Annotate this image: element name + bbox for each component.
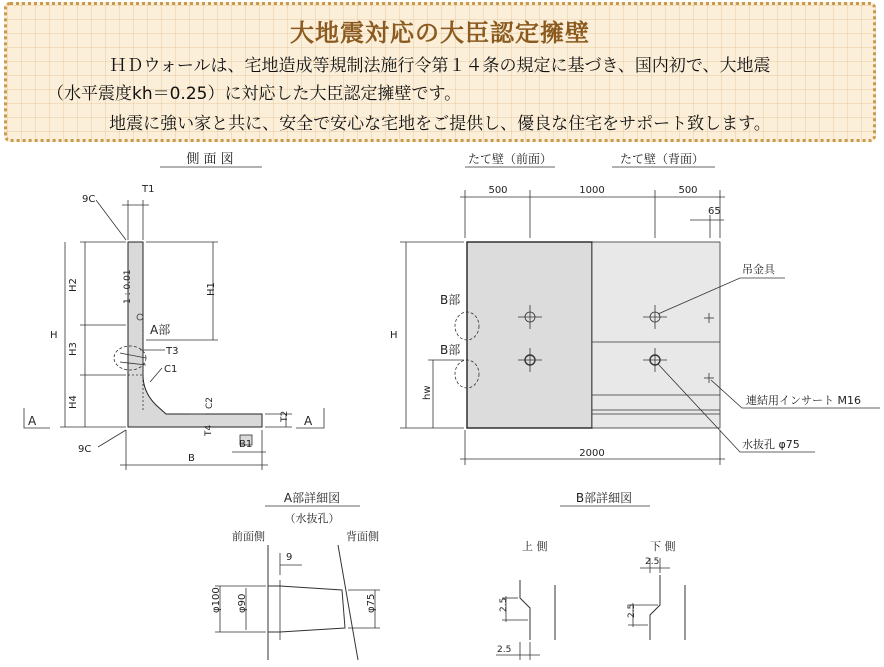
section-marker-A-left: A bbox=[28, 414, 37, 428]
label-T3: T3 bbox=[166, 346, 179, 357]
detail-b-dim-upper-v: 2.5 bbox=[499, 597, 509, 612]
label-slope: 1 : 0.01 bbox=[123, 269, 133, 304]
label-drain: 水抜孔 φ75 bbox=[742, 438, 800, 451]
detail-b-dim-lower-v: 2.5 bbox=[627, 603, 637, 618]
label-insert: 連結用インサート M16 bbox=[746, 394, 861, 407]
detail-b-dim-upper-h: 2.5 bbox=[497, 645, 512, 655]
label-A-part: A部 bbox=[150, 323, 171, 337]
label-B1: B1 bbox=[239, 439, 253, 450]
label-T1: T1 bbox=[142, 184, 155, 195]
wall-back-title: たて壁（背面） bbox=[619, 152, 705, 166]
detail-b bbox=[496, 491, 685, 660]
label-H-wall: H bbox=[390, 330, 398, 341]
detail-b-upper: 上 側 bbox=[522, 540, 548, 553]
label-B-part-bottom: B部 bbox=[440, 343, 461, 357]
back-panel bbox=[592, 242, 720, 428]
banner-text-line-2: （水平震度kh＝0.25）に対応した大臣認定擁壁です。 bbox=[47, 84, 462, 104]
detail-b-title: B部詳細図 bbox=[575, 491, 633, 505]
wall-front-title: たて壁（前面） bbox=[467, 152, 553, 166]
label-H2: H2 bbox=[68, 278, 79, 292]
label-H-side: H bbox=[50, 330, 58, 341]
detail-b-lower: 下 側 bbox=[650, 540, 676, 553]
label-H3: H3 bbox=[68, 342, 79, 356]
dim-500-right: 500 bbox=[678, 185, 698, 196]
label-H1: H1 bbox=[206, 282, 217, 296]
label-C2: C2 bbox=[205, 396, 215, 409]
detail-b-dim-lower-h: 2.5 bbox=[645, 557, 660, 567]
wall-section bbox=[128, 242, 262, 427]
section-marker-A-right: A bbox=[304, 414, 313, 428]
side-view-title: 側 面 図 bbox=[186, 152, 234, 167]
label-T4: T4 bbox=[204, 424, 214, 436]
banner-title: 大地震対応の大臣認定擁壁 bbox=[290, 18, 590, 47]
detail-a-dim-100: φ100 bbox=[211, 587, 222, 613]
banner-text-line-1: ＨＤウォールは、宅地造成等規制法施行令第１４条の規定に基づき、国内初で、大地震 bbox=[109, 56, 771, 76]
detail-a-title: A部詳細図 bbox=[283, 491, 341, 505]
detail-a-back-side: 背面側 bbox=[346, 530, 379, 543]
label-hanger: 吊金具 bbox=[742, 263, 775, 276]
detail-a-subtitle: （水抜孔） bbox=[284, 512, 340, 525]
side-view bbox=[24, 152, 324, 470]
label-B: B bbox=[188, 453, 195, 464]
detail-a-dim-75: φ75 bbox=[366, 593, 377, 613]
detail-a-dim-9: 9 bbox=[286, 552, 293, 563]
label-hw: hw bbox=[422, 385, 433, 400]
label-9C-bottom: 9C bbox=[78, 444, 92, 455]
wall-view bbox=[390, 151, 880, 465]
label-B-part-top: B部 bbox=[440, 293, 461, 307]
label-H4: H4 bbox=[68, 395, 79, 409]
detail-a-dim-90: φ90 bbox=[237, 593, 248, 613]
front-panel bbox=[467, 242, 592, 428]
dim-65: 65 bbox=[708, 206, 721, 217]
detail-a bbox=[211, 491, 380, 660]
label-T2: T2 bbox=[280, 410, 290, 422]
dim-1000: 1000 bbox=[579, 185, 605, 196]
detail-a-front-side: 前面側 bbox=[232, 530, 265, 543]
dim-500-left: 500 bbox=[488, 185, 508, 196]
banner-text-line-3: 地震に強い家と共に、安全で安心な宅地をご提供し、優良な住宅をサポート致します。 bbox=[109, 114, 771, 134]
label-9C-top: 9C bbox=[82, 194, 96, 205]
dim-2000: 2000 bbox=[579, 448, 605, 459]
label-C1: C1 bbox=[164, 364, 178, 375]
